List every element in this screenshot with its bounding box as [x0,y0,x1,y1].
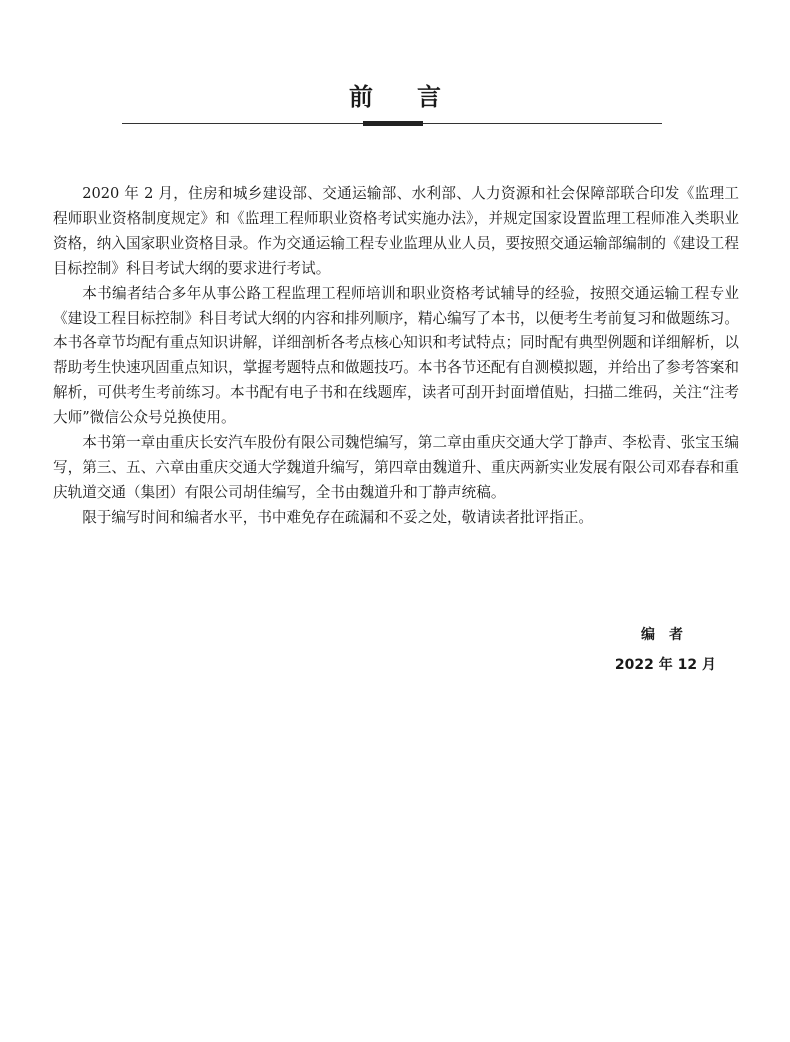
paragraph: 本书第一章由重庆长安汽车股份有限公司魏恺编写，第二章由重庆交通大学丁静声、李松青、张宝玉编写，第三、五、六章由重庆交通大学魏道升编写，第四章由魏道升、重庆两新实业发展有限公司邓春春和重庆轨道交通（集团）有限公司胡佳编写，全书由魏道升和丁静声统稿。 [53,434,739,501]
paragraph: 2020 年 2 月，住房和城乡建设部、交通运输部、水利部、人力资源和社会保障部联合印发《监理工程师职业资格制度规定》和《监理工程师职业资格考试实施办法》，并规定国家设置监理工程师准入类职业资格，纳入国家职业资格目录。作为交通运输工程专业监理从业人员，要按照交通运输部编制的《建设工程目标控制》科目考试大纲的要求进行考试。 [53,185,739,277]
signature-date: 2022 年 12 月 [614,657,716,673]
preface-body [53,182,739,531]
signature-author: 编者 [641,627,697,643]
paragraph: 本书编者结合多年从事公路工程监理工程师培训和职业资格考试辅导的经验，按照交通运输工程专业《建设工程目标控制》科目考试大纲的内容和排列顺序，精心编写了本书，以便考生考前复习和做题练习。本书各章节均配有重点知识讲解，详细剖析各考点核心知识和考试特点；同时配有典型例题和详细解析，以帮助考生快速巩固重点知识，掌握考题特点和做题技巧。本书各节还配有自测模拟题，并给出了参考答案和解析，可供考生考前练习。本书配有电子书和在线题库，读者可刮开封面增值贴，扫描二维码，关注“注考大师”微信公众号兑换使用。 [53,284,739,427]
title-underline-accent [363,121,423,126]
page-title: 前言 [349,83,485,111]
paragraph: 限于编写时间和编者水平，书中难免存在疏漏和不妥之处，敬请读者批评指正。 [82,508,593,526]
